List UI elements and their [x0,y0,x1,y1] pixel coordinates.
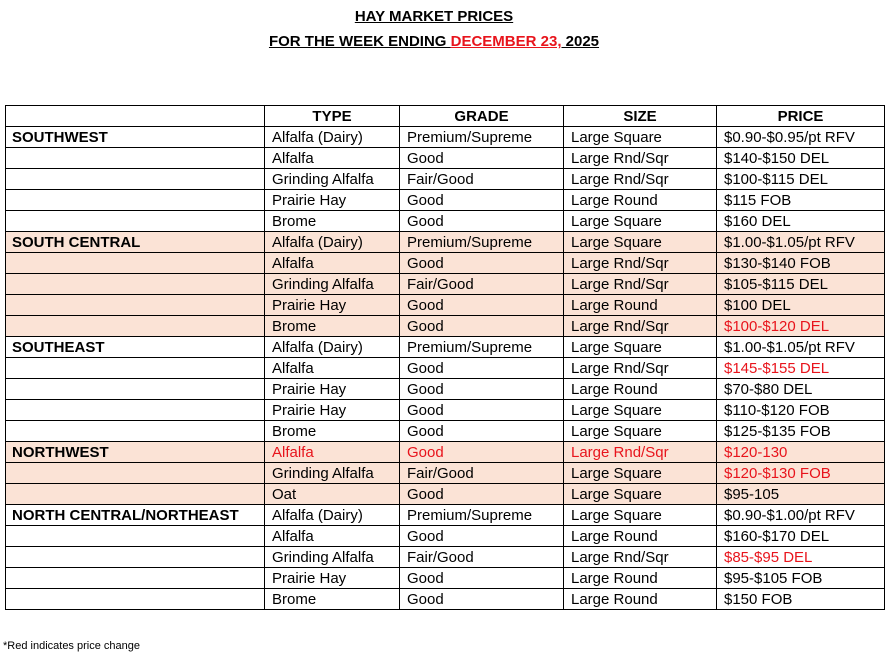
table-row [6,526,885,547]
cell-size: Large Square [564,400,717,421]
cell-type: Grinding Alfalfa [265,547,400,568]
cell-region: SOUTHEAST [6,337,265,358]
table-row [6,547,885,568]
cell-grade: Good [400,400,564,421]
subtitle-date: DECEMBER 23, [450,33,562,50]
table-row [6,169,885,190]
cell-type: Alfalfa (Dairy) [265,232,400,253]
table-row [6,442,885,463]
cell-type: Brome [265,316,400,337]
cell-size: Large Round [564,379,717,400]
table-row [6,232,885,253]
table-header-row [6,106,885,127]
cell-size: Large Rnd/Sqr [564,316,717,337]
cell-type: Brome [265,211,400,232]
title-line1: HAY MARKET PRICES [354,8,514,25]
cell-type: Oat [265,484,400,505]
cell-size: Large Round [564,295,717,316]
hay-price-table [5,105,885,610]
cell-price: $125-$135 FOB [717,421,885,442]
table-row [6,127,885,148]
cell-grade: Good [400,316,564,337]
footnote: *Red indicates price change [3,640,140,652]
cell-size: Large Rnd/Sqr [564,442,717,463]
cell-region [6,211,265,232]
cell-size: Large Rnd/Sqr [564,169,717,190]
cell-region [6,568,265,589]
subtitle-year: 2025 [561,33,600,50]
cell-type: Brome [265,421,400,442]
cell-grade: Good [400,589,564,610]
cell-grade: Good [400,148,564,169]
cell-price: $0.90-$0.95/pt RFV [717,127,885,148]
table-row [6,211,885,232]
cell-grade: Good [400,568,564,589]
cell-size: Large Rnd/Sqr [564,274,717,295]
page-title [0,8,868,26]
table-row [6,316,885,337]
cell-price: $1.00-$1.05/pt RFV [717,232,885,253]
cell-price: $120-$130 FOB [717,463,885,484]
page-subtitle [0,33,868,51]
table-body [6,127,885,610]
cell-price: $160-$170 DEL [717,526,885,547]
cell-region [6,190,265,211]
cell-type: Grinding Alfalfa [265,463,400,484]
cell-region [6,169,265,190]
cell-size: Large Square [564,337,717,358]
cell-grade: Good [400,253,564,274]
table-row [6,379,885,400]
cell-grade: Good [400,484,564,505]
table-row [6,190,885,211]
cell-region: NORTHWEST [6,442,265,463]
cell-grade: Fair/Good [400,463,564,484]
cell-region [6,400,265,421]
cell-grade: Good [400,442,564,463]
cell-price: $140-$150 DEL [717,148,885,169]
cell-price: $120-130 [717,442,885,463]
cell-type: Alfalfa (Dairy) [265,337,400,358]
cell-price: $100 DEL [717,295,885,316]
cell-grade: Good [400,358,564,379]
cell-type: Prairie Hay [265,379,400,400]
cell-size: Large Square [564,232,717,253]
header-price: PRICE [717,106,885,127]
table-row [6,421,885,442]
cell-size: Large Round [564,526,717,547]
cell-type: Prairie Hay [265,568,400,589]
cell-region [6,274,265,295]
table-row [6,253,885,274]
cell-grade: Premium/Supreme [400,505,564,526]
table-row [6,295,885,316]
cell-type: Prairie Hay [265,190,400,211]
cell-price: $1.00-$1.05/pt RFV [717,337,885,358]
cell-size: Large Square [564,505,717,526]
table-row [6,274,885,295]
header-size: SIZE [564,106,717,127]
cell-region [6,295,265,316]
cell-region [6,526,265,547]
cell-size: Large Round [564,568,717,589]
cell-grade: Fair/Good [400,274,564,295]
cell-price: $70-$80 DEL [717,379,885,400]
cell-size: Large Round [564,589,717,610]
cell-type: Prairie Hay [265,295,400,316]
cell-grade: Good [400,211,564,232]
cell-grade: Good [400,379,564,400]
cell-region [6,316,265,337]
cell-region [6,484,265,505]
cell-region: SOUTHWEST [6,127,265,148]
cell-price: $0.90-$1.00/pt RFV [717,505,885,526]
cell-price: $100-$120 DEL [717,316,885,337]
cell-size: Large Rnd/Sqr [564,148,717,169]
cell-price: $100-$115 DEL [717,169,885,190]
table-row [6,463,885,484]
cell-region [6,547,265,568]
cell-size: Large Square [564,421,717,442]
cell-region [6,148,265,169]
cell-price: $95-$105 FOB [717,568,885,589]
cell-size: Large Rnd/Sqr [564,358,717,379]
cell-region [6,589,265,610]
cell-region: SOUTH CENTRAL [6,232,265,253]
cell-price: $105-$115 DEL [717,274,885,295]
cell-grade: Fair/Good [400,169,564,190]
cell-size: Large Square [564,484,717,505]
cell-region [6,379,265,400]
table-row [6,589,885,610]
cell-size: Large Rnd/Sqr [564,547,717,568]
cell-price: $145-$155 DEL [717,358,885,379]
cell-grade: Good [400,295,564,316]
cell-price: $130-$140 FOB [717,253,885,274]
cell-region [6,463,265,484]
cell-region [6,421,265,442]
cell-type: Alfalfa [265,526,400,547]
table-row [6,400,885,421]
header-region [6,106,265,127]
table-row [6,337,885,358]
cell-type: Alfalfa [265,442,400,463]
cell-size: Large Square [564,463,717,484]
cell-region [6,253,265,274]
cell-type: Alfalfa [265,148,400,169]
cell-grade: Good [400,526,564,547]
cell-price: $95-105 [717,484,885,505]
cell-grade: Good [400,190,564,211]
subtitle-prefix: FOR THE WEEK ENDING [268,33,451,50]
header-type: TYPE [265,106,400,127]
cell-price: $85-$95 DEL [717,547,885,568]
table-row [6,148,885,169]
cell-type: Alfalfa (Dairy) [265,127,400,148]
cell-price: $160 DEL [717,211,885,232]
cell-size: Large Round [564,190,717,211]
cell-region [6,358,265,379]
cell-grade: Premium/Supreme [400,127,564,148]
table-row [6,568,885,589]
cell-size: Large Rnd/Sqr [564,253,717,274]
cell-type: Grinding Alfalfa [265,169,400,190]
cell-size: Large Square [564,211,717,232]
cell-grade: Premium/Supreme [400,232,564,253]
cell-type: Alfalfa [265,253,400,274]
cell-type: Grinding Alfalfa [265,274,400,295]
cell-type: Prairie Hay [265,400,400,421]
cell-grade: Good [400,421,564,442]
table-row [6,505,885,526]
cell-price: $150 FOB [717,589,885,610]
cell-size: Large Square [564,127,717,148]
table-row [6,484,885,505]
table-row [6,358,885,379]
cell-type: Brome [265,589,400,610]
cell-type: Alfalfa [265,358,400,379]
cell-region: NORTH CENTRAL/NORTHEAST [6,505,265,526]
cell-grade: Fair/Good [400,547,564,568]
cell-price: $115 FOB [717,190,885,211]
header-grade: GRADE [400,106,564,127]
cell-grade: Premium/Supreme [400,337,564,358]
cell-price: $110-$120 FOB [717,400,885,421]
cell-type: Alfalfa (Dairy) [265,505,400,526]
